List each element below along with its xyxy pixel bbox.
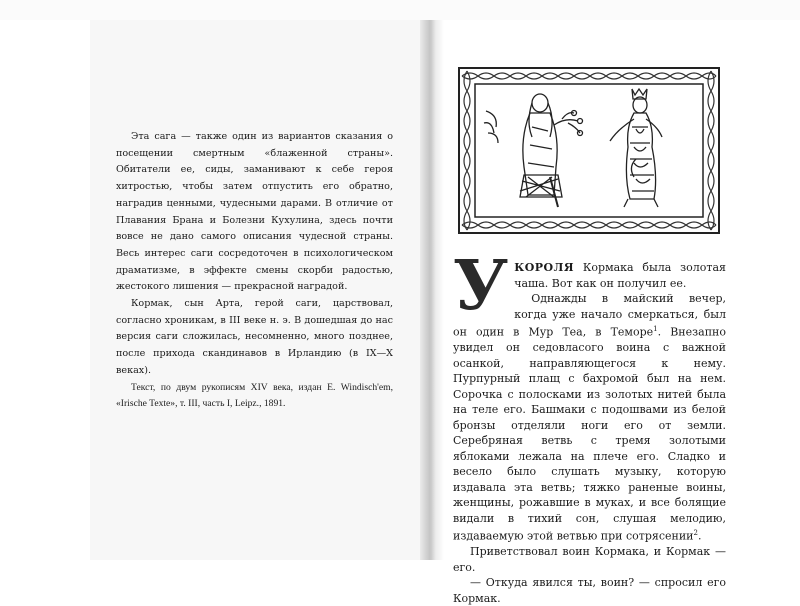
illustration-svg [458, 67, 720, 234]
frame-inner [475, 84, 703, 217]
left-page-text [116, 129, 393, 413]
source-paragraph: Текст, по двум рукописям XIV века, издан E. Windisch'em, «Irische Texte», т. III, часть I, Leipz., 1891. [116, 381, 393, 410]
cormac-paragraph: Кормак, сын Арта, герой саги, царствовал, согласно хроникам, в III веке н. э. В дошедшая до нас версия саги сложилась, несомненно, много позднее, после прихода скандинавов в Ирландию (в IX—X веках). [116, 298, 393, 376]
footnote-1: 1 [653, 325, 658, 333]
opening-rest: Кормака была золотая чаша. Вот как он получил ее. [514, 261, 726, 290]
evening-text: Однажды в майский вечер, когда уже начало смеркаться, был он один в Мур Теа, в Теморе [453, 292, 726, 339]
story-paragraph-2: Приветствовал воин Кормака, и Кормак — его. [453, 545, 726, 574]
right-page-text [453, 246, 726, 606]
story-paragraph-3: — Откуда явился ты, воин? — спросил его Кормак. [453, 576, 726, 605]
scan-edge-top [0, 0, 800, 20]
illustration [458, 67, 720, 234]
footnote-2: 2 [693, 529, 698, 538]
intro-paragraph: Эта сага — также один из вариантов сказания о посещении смертным «блаженной страны». Обитатели ее, сиды, заманивают к себе героя хитростью, чтобы затем отпустить его обратно, наградив ценными, чудесными дарами. В отличие от Плавания Брана и Болезни Кухулина, здесь почти вовсе не дано самого описания чудесной страны. Весь интерес саги сосредоточен в психологическом драматизме, в эффекте смены скорби радостью, жестокого лишения — прекрасной наградой. [116, 131, 393, 293]
book-gutter-shadow [420, 20, 444, 560]
warrior-text: Внезапно увидел он седовласого воина с важной осанкой, направляющегося к нему. Пурпурный плащ с бахромой был на нем. Сорочка с полосками из золотых нитей была на теле его. Башмаки с подошвами из белой бронзы отделяли ноги его от земли. Серебряная ветвь с тремя золотыми яблоками лежала на плече его. Сладко и весело было слушать музыку, которую издавала эта ветвь; тяжко раненые воины, женщины, рожавшие в муках, и все болящие видали в тихий сон, слушая мелодию, издаваемую этой ветвью при сотрясении [453, 325, 726, 543]
drop-cap: У [453, 246, 509, 326]
story-paragraph-1: Однажды в майский вечер, когда уже начало смеркаться, был он один в Мур Теа, в Теморе$^1$. Внезапно увидел он седовласого воина с важной осанкой, направляющегося к нему. Пурпурный плащ с бахромой был на нем. Сорочка с полосками из золотых нитей была на теле его. Башмаки с подошвами из белой бронзы отделяли ноги его от земли. Серебряная ветвь с тремя золотыми яблоками лежала на плече его. Сладко и весело было слушать музыку, которую издавала эта ветвь; тяжко раненые воины, женщины, рожавшие в муках, и все болящие видали в тихий сон, слушая мелодию, издаваемую этой ветвью при сотрясении$^2$. [453, 292, 726, 543]
opening-first-word: КОРОЛЯ [514, 261, 575, 274]
